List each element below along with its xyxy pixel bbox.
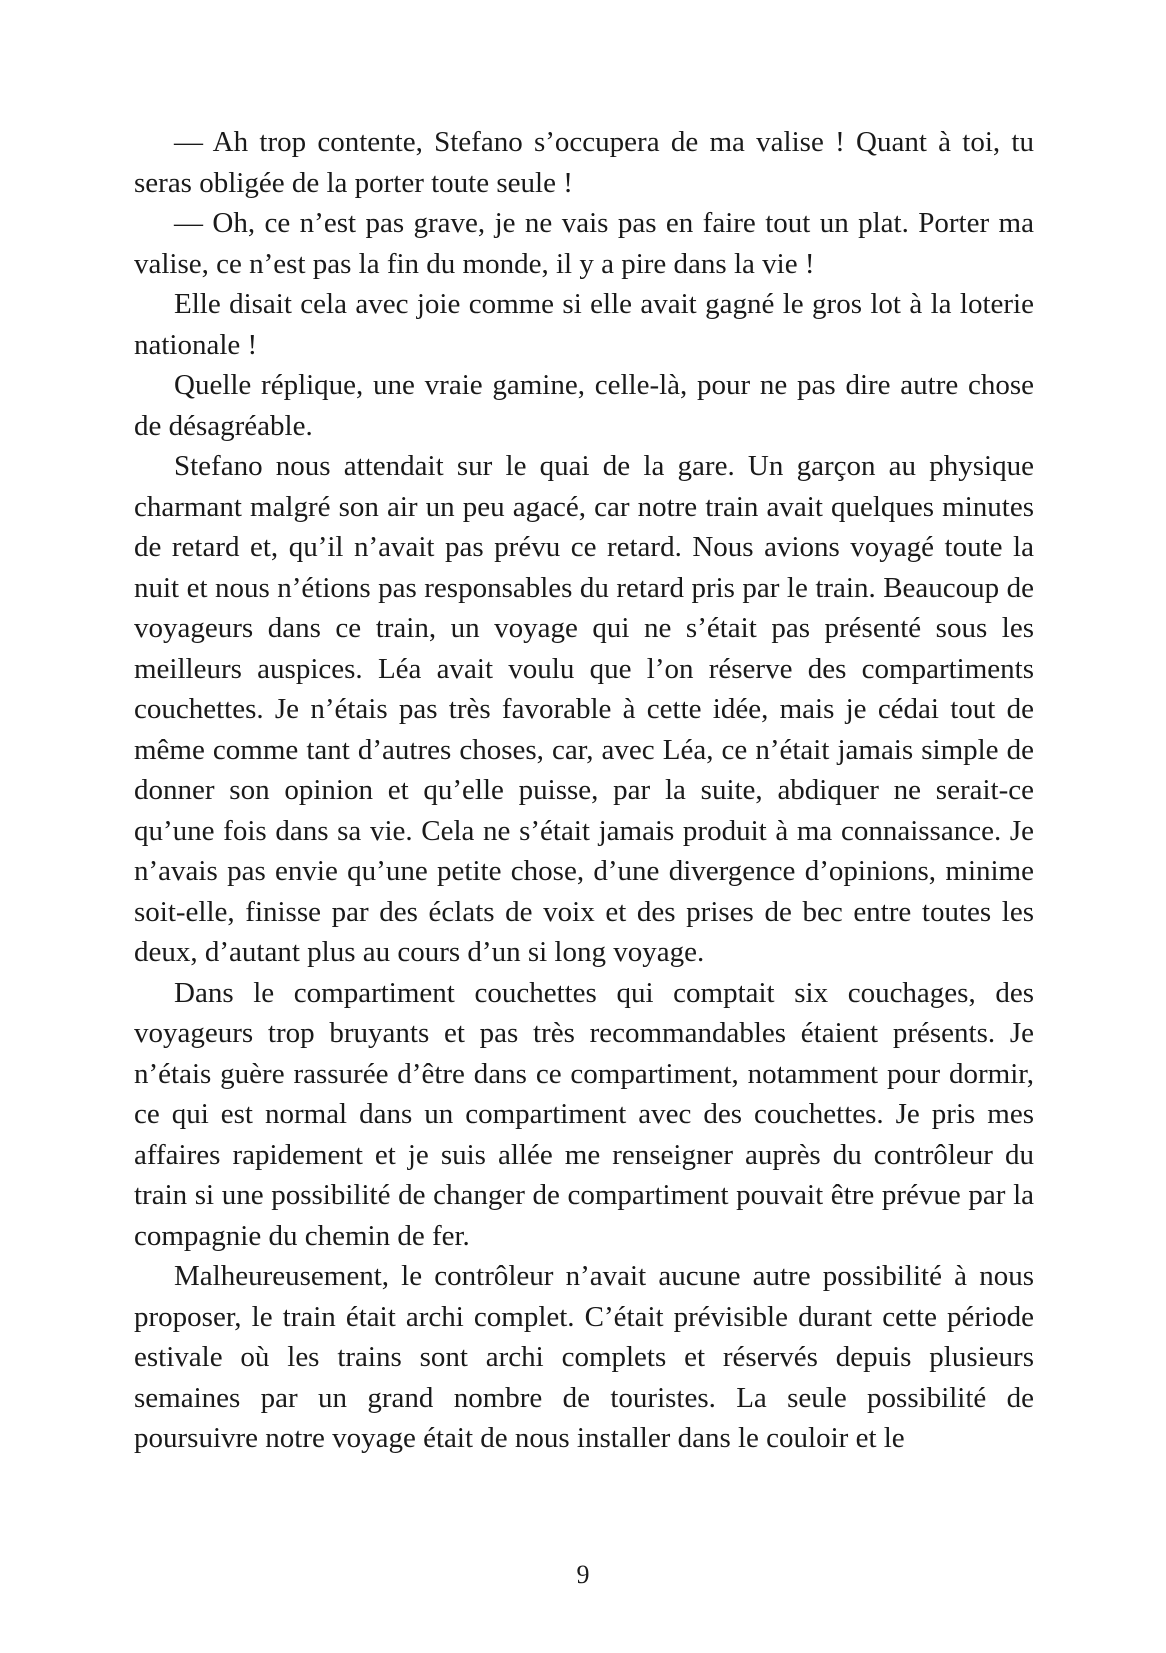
paragraph-dialogue-2: — Oh, ce n’est pas grave, je ne vais pas en faire tout un plat. Porter ma valise, ce n’est pas la fin du monde, il y a pire dans la vie !	[134, 207, 1034, 280]
paragraph-4: Quelle réplique, une vraie gamine, celle-là, pour ne pas dire autre chose de désagréable.	[134, 369, 1034, 442]
paragraph-3: Elle disait cela avec joie comme si elle avait gagné le gros lot à la loterie nationale !	[134, 288, 1034, 361]
paragraph-6: Dans le compartiment couchettes qui comptait six couchages, des voyageurs trop bruyants et pas très recommandables étaient présents. Je n’étais guère rassurée d’être dans ce compartiment, notamment pour dormir, ce qui est normal dans un compartiment avec des couchettes. Je pris mes affaires rapidement et je suis allée me renseigner auprès du contrôleur du train si une possibilité de changer de compartiment pouvait être prévue par la compagnie du chemin de fer.	[134, 976, 1034, 1252]
paragraph-5: Stefano nous attendait sur le quai de la gare. Un garçon au physique charmant malgré son air un peu agacé, car notre train avait quelques minutes de retard et, qu’il n’avait pas prévu ce retard. Nous avions voyagé toute la nuit et nous n’étions pas responsables du retard pris par le train. Beaucoup de voyageurs dans ce train, un voyage qui ne s’était pas présenté sous les meilleurs auspices. Léa avait voulu que l’on réserve des compartiments couchettes. Je n’étais pas très favorable à cette idée, mais je cédai tout de même comme tant d’autres choses, car, avec Léa, ce n’était jamais simple de donner son opinion et qu’elle puisse, par la suite, abdiquer ne serait-ce qu’une fois dans sa vie. Cela ne s’était jamais produit à ma connaissance. Je n’avais pas envie qu’une petite chose, d’une divergence d’opinions, minime soit-elle, finisse par des éclats de voix et des prises de bec entre toutes les deux, d’autant plus au cours d’un si long voyage.	[134, 450, 1034, 968]
paragraph-dialogue-1: — Ah trop contente, Stefano s’occupera de ma valise ! Quant à toi, tu seras obligée de la porter toute seule !	[134, 126, 1034, 199]
paragraph-7: Malheureusement, le contrôleur n’avait aucune autre possibilité à nous proposer, le train était archi complet. C’était prévisible durant cette période estivale où les trains sont archi complets et réservés depuis plusieurs semaines par un grand nombre de touristes. La seule possibilité de poursuivre notre voyage était de nous installer dans le couloir et le	[134, 1260, 1034, 1454]
body-text	[134, 122, 1034, 1459]
page-number: 9	[576, 1560, 590, 1589]
